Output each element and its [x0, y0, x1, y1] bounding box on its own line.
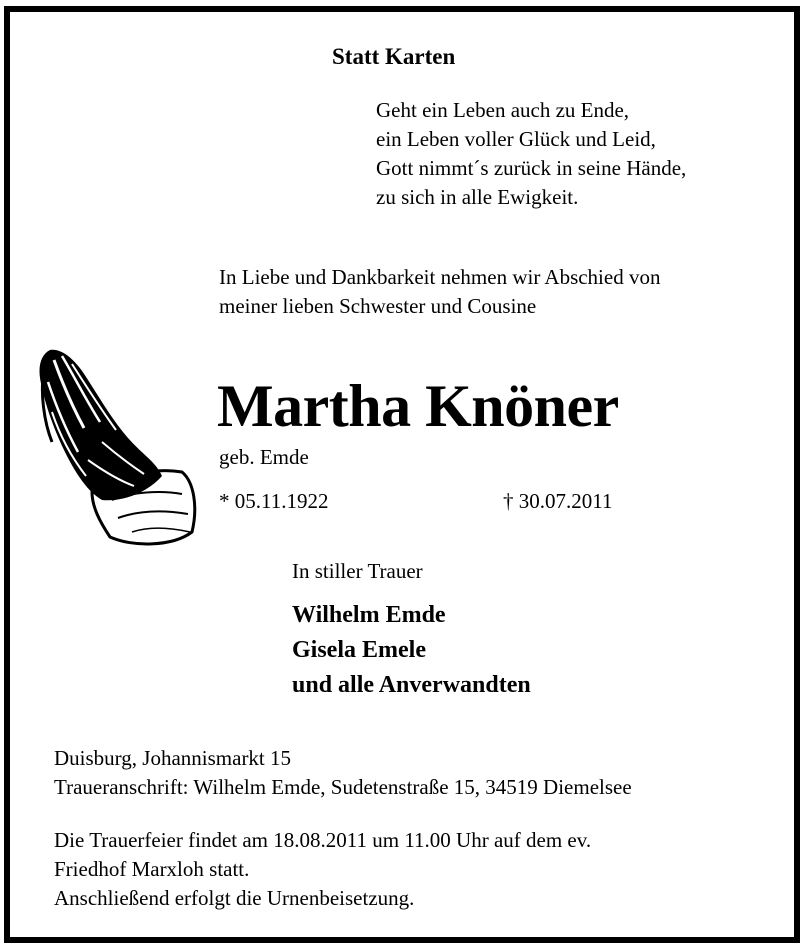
- notice-heading: Statt Karten: [332, 44, 456, 69]
- poem-line: Geht ein Leben auch zu Ende,: [376, 98, 630, 122]
- poem-line: Gott nimmt´s zurück in seine Hände,: [376, 156, 687, 180]
- intro-line: meiner lieben Schwester und Cousine: [219, 294, 537, 318]
- mourner-name: Wilhelm Emde: [292, 602, 446, 628]
- service-line: Die Trauerfeier findet am 18.08.2011 um 11.00 Uhr auf dem ev.: [54, 828, 592, 852]
- poem: [376, 96, 686, 212]
- address-line: Traueranschrift: Wilhelm Emde, Sudetenstraße 15, 34519 Diemelsee: [54, 775, 632, 799]
- poem-line: zu sich in alle Ewigkeit.: [376, 185, 579, 209]
- service-line: Friedhof Marxloh statt.: [54, 857, 250, 881]
- mourners-list: [292, 598, 531, 703]
- intro-text: [219, 263, 660, 321]
- praying-hands-icon: [32, 342, 198, 547]
- service-info: [54, 826, 591, 913]
- address-block: [54, 744, 632, 802]
- service-line: Anschließend erfolgt die Urnenbeisetzung.: [54, 886, 415, 910]
- intro-line: In Liebe und Dankbarkeit nehmen wir Abschied von: [219, 265, 661, 289]
- deceased-name: Martha Knöner: [217, 373, 619, 439]
- address-line: Duisburg, Johannismarkt 15: [54, 746, 292, 770]
- mourner-name: und alle Anverwandten: [292, 672, 531, 698]
- grief-line: In stiller Trauer: [292, 559, 423, 583]
- death-date: † 30.07.2011: [503, 489, 613, 513]
- mourner-name: Gisela Emele: [292, 637, 426, 663]
- obituary-notice: [4, 6, 800, 943]
- birth-name: geb. Emde: [219, 445, 309, 469]
- poem-line: ein Leben voller Glück und Leid,: [376, 127, 656, 151]
- birth-date: * 05.11.1922: [219, 489, 329, 513]
